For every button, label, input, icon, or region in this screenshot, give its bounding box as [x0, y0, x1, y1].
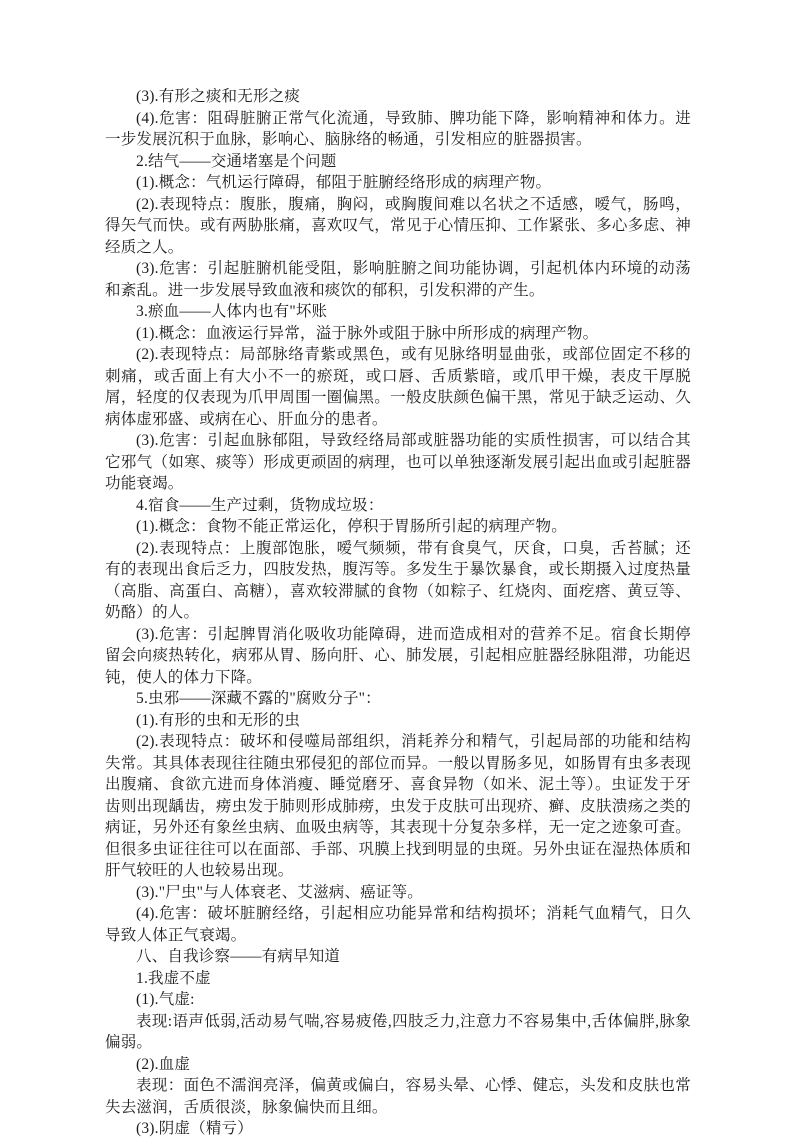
- paragraph: (2).表现特点：上腹部饱胀，嗳气频频，带有食臭气，厌食，口臭，舌苔腻；还有的表现出食后乏力，四肢发热，腹泻等。多发生于暴饮暴食，或长期摄入过度热量（高脂、高蛋白、高糖），喜欢较滞腻的食物（如粽子、红烧肉、面疙瘩、黄豆等、奶酪）的人。: [105, 539, 691, 621]
- paragraph: (1).概念：气机运行障碍，郁阻于脏腑经络形成的病理产物。: [136, 174, 552, 191]
- paragraph: 1.我虚不虚: [136, 969, 211, 987]
- paragraph: 表现：面色不濡润亮泽，偏黄或偏白，容易头晕、心悸、健忘，头发和皮肤也常失去滋润，舌质很淡，脉象偏快而且细。: [105, 1077, 691, 1116]
- paragraph: 表现:语声低弱,活动易气喘,容易疲倦,四肢乏力,注意力不容易集中,舌体偏胖,脉象偏弱。: [105, 1012, 691, 1051]
- paragraph: (1).有形的虫和无形的虫: [136, 711, 301, 729]
- paragraph: 八、自我诊察——有病早知道: [136, 948, 341, 965]
- paragraph: (3).危害：引起脾胃消化吸收功能障碍，进而造成相对的营养不足。宿食长期停留会向痰热转化，病邪从胃、肠向肝、心、肺发展，引起相应脏器经脉阻滞，功能迟钝，使人的体力下降。: [105, 625, 691, 686]
- paragraph: (3).危害：引起血脉郁阻，导致经络局部或脏器功能的实质性损害，可以结合其它邪气（如寒、痰等）形成更顽固的病理，也可以单独逐渐发展引起出血或引起脏器功能衰竭。: [105, 432, 691, 492]
- paragraph: (3).危害：引起脏腑机能受阻，影响脏腑之间功能协调，引起机体内环境的动荡和紊乱。进一步发展导致血液和痰饮的郁积，引发积滞的产生。: [105, 260, 691, 299]
- paragraph: (4).危害：破坏脏腑经络，引起相应功能异常和结构损坏；消耗气血精气，日久导致人体正气衰竭。: [105, 905, 691, 944]
- paragraph: (1).概念：食物不能正常运化，停积于胃肠所引起的病理产物。: [136, 518, 567, 535]
- paragraph: (4).危害：阻碍脏腑正常气化流通，导致肺、脾功能下降，影响精神和体力。进一步发展沉积于血脉，影响心、脑脉络的畅通，引发相应的脏器损害。: [105, 109, 691, 148]
- paragraph: (3)."尸虫"与人体衰老、艾滋病、癌证等。: [136, 883, 424, 901]
- paragraph: 3.瘀血——人体内也有"坏账: [136, 303, 328, 320]
- paragraph: (3).阴虚（精亏）: [136, 1120, 253, 1137]
- paragraph: (2).表现特点：局部脉络青紫或黑色，或有见脉络明显曲张，或部位固定不移的刺痛，或舌面上有大小不一的瘀斑，或口唇、舌质紫暗，或爪甲干燥，表皮干厚脱屑，轻度的仅表现为爪甲周围一圈偏黑。一般皮肤颜色偏干黑，常见于缺乏运动、久病体虚邪盛、或病在心、肝血分的患者。: [105, 346, 691, 428]
- paragraph: 4.宿食——生产过剩，货物成垃圾：: [136, 496, 384, 514]
- paragraph: (2).表现特点：腹胀，腹痛，胸闷，或胸腹间难以名状之不适感，嗳气，肠鸣，得矢气而快。或有两胁胀痛，喜欢叹气，常见于心情压抑、工作紧张、多心多虑、神经质之人。: [105, 195, 691, 256]
- paragraph: 5.虫邪——深藏不露的"腐败分子"：: [136, 690, 381, 707]
- paragraph: (2).血虚: [136, 1055, 191, 1073]
- paragraph: 2.结气——交通堵塞是个问题: [136, 152, 337, 170]
- paragraph: (3).有形之痰和无形之痰: [136, 88, 301, 105]
- document-content: [105, 86, 691, 1140]
- paragraph: (1).气虚:: [136, 991, 195, 1008]
- paragraph: (1).概念：血液运行异常，溢于脉外或阻于脉中所形成的病理产物。: [136, 324, 599, 342]
- paragraph: (2).表现特点：破坏和侵噬局部组织，消耗养分和精气，引起局部的功能和结构失常。其具体表现往往随虫邪侵犯的部位而异。一般以胃肠多见，如肠胃有虫多表现出腹痛、食欲亢进而身体消瘦、睡觉磨牙、喜食异物（如米、泥土等）。虫证发于牙齿则出现龋齿，痨虫发于肺则形成肺痨，虫发于皮肤可出现疥、癣、皮肤溃疡之类的病证，另外还有象丝虫病、血吸虫病等，其表现十分复杂多样，无一定之迹象可查。但很多虫证往往可以在面部、手部、巩膜上找到明显的虫斑。另外虫证在湿热体质和肝气较旺的人也较易出现。: [105, 733, 691, 879]
